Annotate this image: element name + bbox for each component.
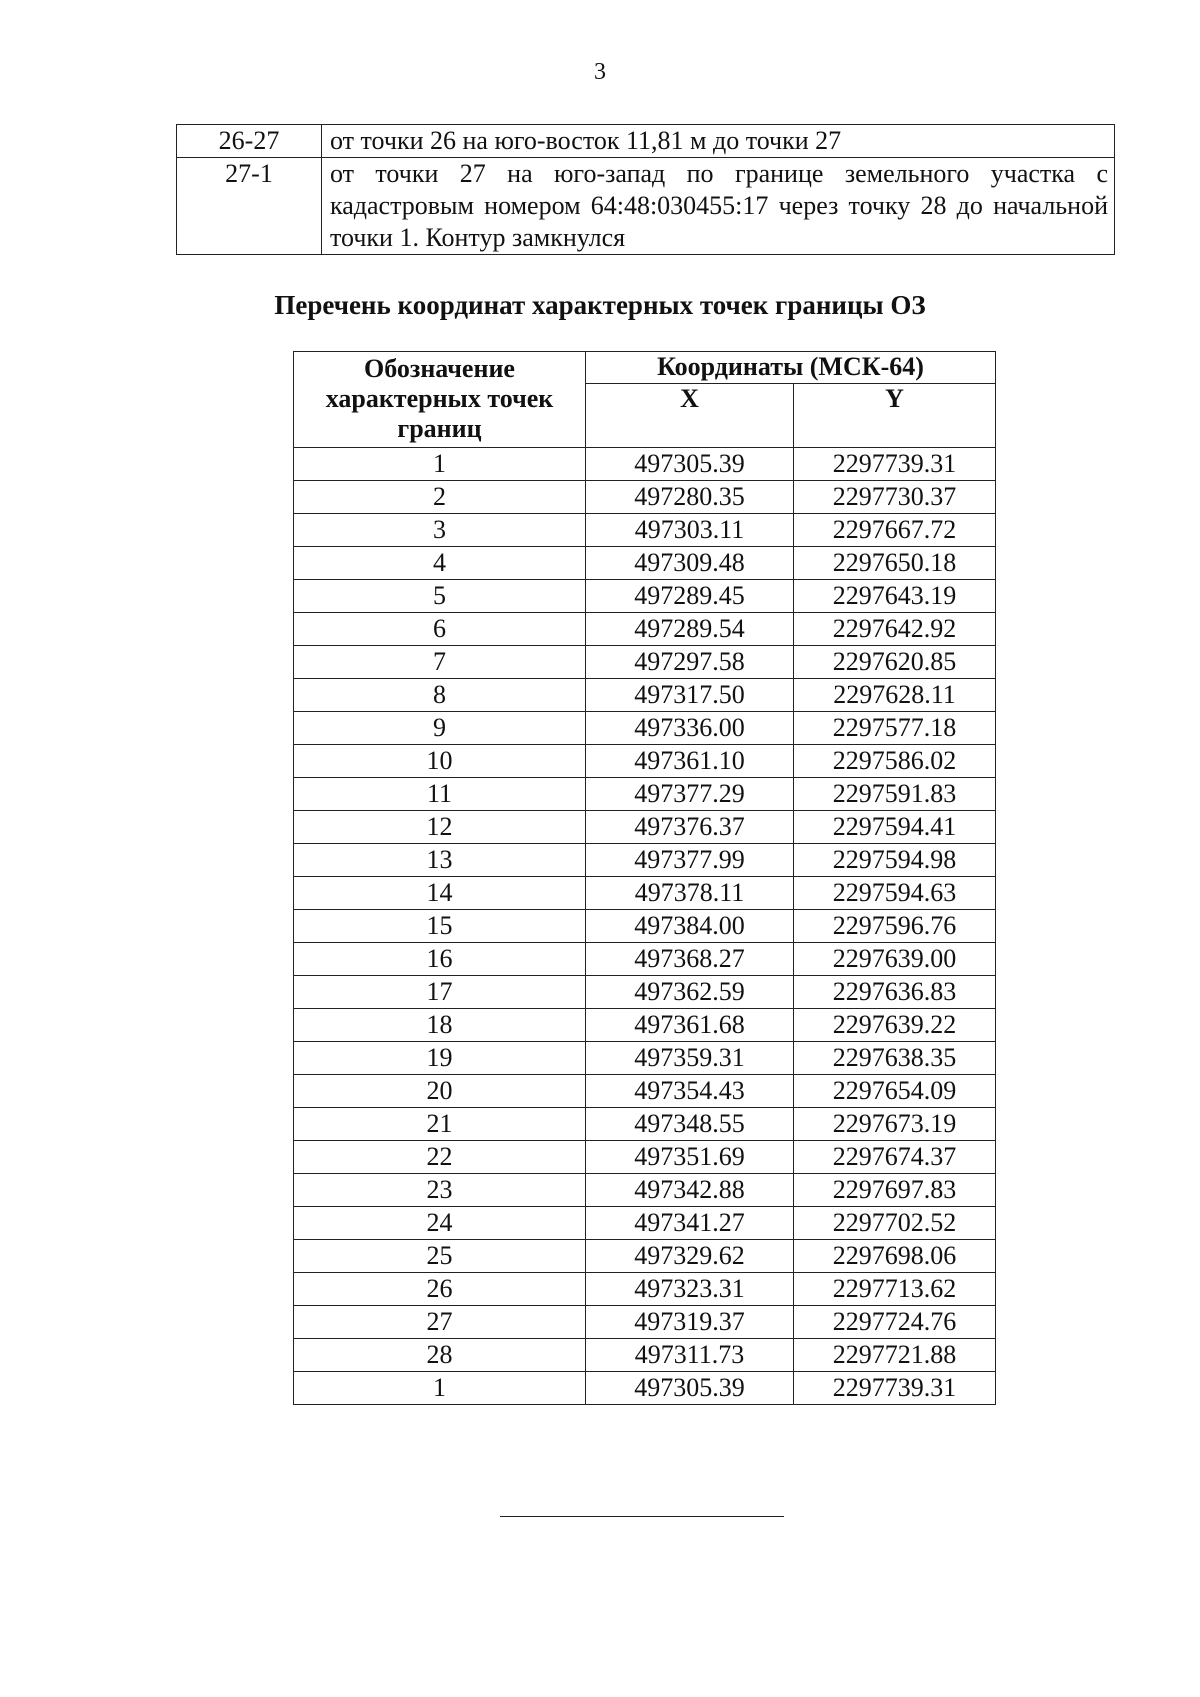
y-cell: 2297596.76 (794, 910, 996, 943)
table-row (294, 712, 996, 745)
table-row (294, 1207, 996, 1240)
y-cell: 2297650.18 (794, 547, 996, 580)
x-cell: 497362.59 (586, 976, 794, 1009)
point-cell: 28 (294, 1339, 586, 1372)
x-cell: 497354.43 (586, 1075, 794, 1108)
point-cell: 1 (294, 1372, 586, 1405)
table-row (294, 646, 996, 679)
table-row (177, 125, 1115, 158)
table-row (294, 976, 996, 1009)
point-cell: 15 (294, 910, 586, 943)
table-row (294, 1108, 996, 1141)
header-y: Y (794, 384, 996, 448)
table-row (294, 910, 996, 943)
y-cell: 2297591.83 (794, 778, 996, 811)
table-row (294, 679, 996, 712)
x-cell: 497377.99 (586, 844, 794, 877)
y-cell: 2297667.72 (794, 514, 996, 547)
coordinates-table (293, 351, 996, 1405)
y-cell: 2297620.85 (794, 646, 996, 679)
segment-cell: 27-1 (177, 158, 322, 255)
x-cell: 497305.39 (586, 448, 794, 481)
point-cell: 7 (294, 646, 586, 679)
point-cell: 3 (294, 514, 586, 547)
table-row (294, 1042, 996, 1075)
segment-description: от точки 26 на юго-восток 11,81 м до точки 27 (322, 125, 1115, 158)
end-rule (500, 1516, 784, 1517)
y-cell: 2297674.37 (794, 1141, 996, 1174)
y-cell: 2297739.31 (794, 1372, 996, 1405)
y-cell: 2297697.83 (794, 1174, 996, 1207)
point-cell: 19 (294, 1042, 586, 1075)
y-cell: 2297721.88 (794, 1339, 996, 1372)
x-cell: 497280.35 (586, 481, 794, 514)
y-cell: 2297636.83 (794, 976, 996, 1009)
table-row (294, 613, 996, 646)
x-cell: 497378.11 (586, 877, 794, 910)
boundary-description-table (176, 124, 1115, 255)
table-row (294, 1372, 996, 1405)
point-cell: 9 (294, 712, 586, 745)
table-row (294, 514, 996, 547)
point-cell: 1 (294, 448, 586, 481)
x-cell: 497361.68 (586, 1009, 794, 1042)
table-row (177, 158, 1115, 255)
table-row (294, 1075, 996, 1108)
segment-description: от точки 27 на юго-запад по границе земельного участка с кадастровым номером 64:48:030455:17 через точку 28 до начальной точки 1. Контур замкнулся (322, 158, 1115, 255)
point-cell: 16 (294, 943, 586, 976)
point-cell: 18 (294, 1009, 586, 1042)
y-cell: 2297730.37 (794, 481, 996, 514)
point-cell: 10 (294, 745, 586, 778)
y-cell: 2297642.92 (794, 613, 996, 646)
point-cell: 14 (294, 877, 586, 910)
y-cell: 2297654.09 (794, 1075, 996, 1108)
table-row (294, 811, 996, 844)
y-cell: 2297594.63 (794, 877, 996, 910)
y-cell: 2297594.41 (794, 811, 996, 844)
section-title: Перечень координат характерных точек границы ОЗ (274, 290, 926, 320)
y-cell: 2297594.98 (794, 844, 996, 877)
x-cell: 497376.37 (586, 811, 794, 844)
x-cell: 497368.27 (586, 943, 794, 976)
header-x: X (586, 384, 794, 448)
coordinates-body (294, 448, 996, 1405)
table-row (294, 745, 996, 778)
point-cell: 25 (294, 1240, 586, 1273)
table-row (294, 1141, 996, 1174)
y-cell: 2297702.52 (794, 1207, 996, 1240)
table-row (294, 1009, 996, 1042)
point-cell: 23 (294, 1174, 586, 1207)
y-cell: 2297577.18 (794, 712, 996, 745)
table-row (294, 1174, 996, 1207)
point-cell: 5 (294, 580, 586, 613)
point-cell: 8 (294, 679, 586, 712)
x-cell: 497377.29 (586, 778, 794, 811)
x-cell: 497341.27 (586, 1207, 794, 1240)
x-cell: 497297.58 (586, 646, 794, 679)
x-cell: 497289.45 (586, 580, 794, 613)
x-cell: 497361.10 (586, 745, 794, 778)
table-row (294, 1306, 996, 1339)
y-cell: 2297739.31 (794, 448, 996, 481)
point-cell: 27 (294, 1306, 586, 1339)
table-row (294, 778, 996, 811)
point-cell: 17 (294, 976, 586, 1009)
y-cell: 2297638.35 (794, 1042, 996, 1075)
point-cell: 24 (294, 1207, 586, 1240)
y-cell: 2297673.19 (794, 1108, 996, 1141)
table-row (294, 580, 996, 613)
point-cell: 21 (294, 1108, 586, 1141)
table-row (294, 877, 996, 910)
table-row (294, 1240, 996, 1273)
x-cell: 497329.62 (586, 1240, 794, 1273)
x-cell: 497384.00 (586, 910, 794, 943)
x-cell: 497359.31 (586, 1042, 794, 1075)
table-header-row (294, 352, 996, 384)
table-row (294, 943, 996, 976)
header-points: Обозначение характерных точек границ (294, 352, 586, 448)
header-coordinates: Координаты (МСК-64) (586, 352, 996, 384)
y-cell: 2297639.22 (794, 1009, 996, 1042)
x-cell: 497289.54 (586, 613, 794, 646)
y-cell: 2297628.11 (794, 679, 996, 712)
table-row (294, 1339, 996, 1372)
point-cell: 22 (294, 1141, 586, 1174)
y-cell: 2297724.76 (794, 1306, 996, 1339)
y-cell: 2297698.06 (794, 1240, 996, 1273)
x-cell: 497317.50 (586, 679, 794, 712)
table-row (294, 1273, 996, 1306)
point-cell: 4 (294, 547, 586, 580)
y-cell: 2297586.02 (794, 745, 996, 778)
x-cell: 497348.55 (586, 1108, 794, 1141)
table-row (294, 481, 996, 514)
segment-cell: 26-27 (177, 125, 322, 158)
point-cell: 2 (294, 481, 586, 514)
y-cell: 2297643.19 (794, 580, 996, 613)
point-cell: 11 (294, 778, 586, 811)
x-cell: 497319.37 (586, 1306, 794, 1339)
x-cell: 497323.31 (586, 1273, 794, 1306)
x-cell: 497351.69 (586, 1141, 794, 1174)
point-cell: 6 (294, 613, 586, 646)
page-number: 3 (594, 59, 606, 85)
point-cell: 26 (294, 1273, 586, 1306)
point-cell: 20 (294, 1075, 586, 1108)
x-cell: 497311.73 (586, 1339, 794, 1372)
x-cell: 497309.48 (586, 547, 794, 580)
y-cell: 2297639.00 (794, 943, 996, 976)
point-cell: 13 (294, 844, 586, 877)
table-row (294, 844, 996, 877)
x-cell: 497303.11 (586, 514, 794, 547)
x-cell: 497305.39 (586, 1372, 794, 1405)
y-cell: 2297713.62 (794, 1273, 996, 1306)
table-row (294, 547, 996, 580)
x-cell: 497342.88 (586, 1174, 794, 1207)
x-cell: 497336.00 (586, 712, 794, 745)
table-row (294, 448, 996, 481)
point-cell: 12 (294, 811, 586, 844)
